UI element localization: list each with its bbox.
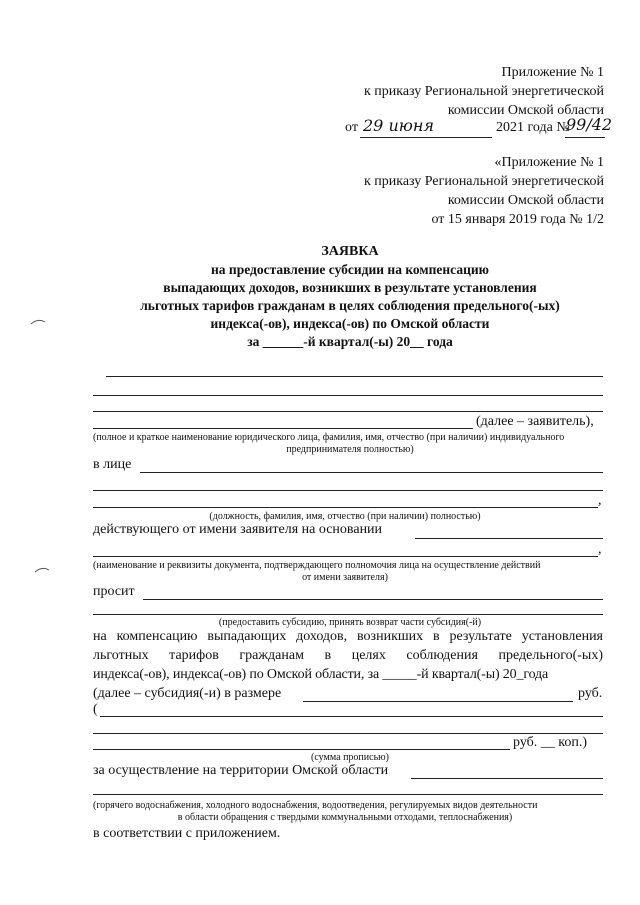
in-person-line-2[interactable] <box>93 490 603 491</box>
acting-basis-line-2[interactable] <box>93 556 598 557</box>
position-hint: (должность, фамилия, имя, отчество (при наличии) полностью) <box>209 511 481 522</box>
body-line-3: индекса(-ов), индекса(-ов) по Омской области, за _____-й квартал(-ы) 20_года <box>93 667 549 682</box>
open-paren: ( <box>93 702 98 717</box>
acting-basis-line[interactable] <box>415 538 603 539</box>
annex-line-3: комиссии Омской области <box>447 103 604 118</box>
annex-date-prefix: от <box>345 120 358 135</box>
annex-line-1: Приложение № 1 <box>501 65 604 80</box>
prev-annex-line-2: к приказу Региональной энергетической <box>363 174 604 189</box>
rub-kop-label: руб. __ коп.) <box>513 735 587 750</box>
body-line-2: льготных тарифов гражданам в целях соблюдения предельного(-ых) <box>93 648 603 663</box>
subsidy-amount-line[interactable] <box>303 701 573 702</box>
territory-line-1[interactable] <box>411 778 603 779</box>
amount-words-line-2[interactable] <box>93 733 603 734</box>
rub-label: руб. <box>578 686 603 701</box>
body-line-1: на компенсацию выпадающих доходов, возникших в результате установления <box>93 629 603 644</box>
body-line-4-label: (далее – субсидия(-и) в размере <box>93 686 282 701</box>
document-hint-2: от имени заявителя) <box>302 572 388 583</box>
subsidy-hint: (предоставить субсидию, принять возврат части субсидия(-й) <box>218 617 482 628</box>
amount-words-line-3[interactable] <box>93 749 510 750</box>
annex-line-2: к приказу Региональной энергетической <box>363 84 604 99</box>
title-line-5: за ______-й квартал(-ы) 20__ года <box>247 334 453 349</box>
in-person-line-3[interactable] <box>93 507 598 508</box>
annex-year-text: 2021 года № <box>496 120 570 135</box>
acting-label: действующего от имени заявителя на основании <box>93 522 383 537</box>
asks-line-1[interactable] <box>143 599 603 600</box>
scan-mark-bottom <box>34 566 50 574</box>
scan-mark-top <box>30 318 46 326</box>
territory-label: за осуществление на территории Омской области <box>93 763 389 778</box>
title-line-2: выпадающих доходов, возникших в результате установления <box>163 280 537 295</box>
applicant-line-2[interactable] <box>93 395 603 396</box>
document-heading: ЗАЯВКА <box>321 244 379 259</box>
title-line-1: на предоставление субсидии на компенсацию <box>211 262 489 277</box>
applicant-line-1[interactable] <box>106 376 603 377</box>
title-line-3: льготных тарифов гражданам в целях соблюдения предельного(-ых) <box>140 298 560 313</box>
closing-text: в соответствии с приложением. <box>93 826 281 841</box>
prev-annex-line-1: «Приложение № 1 <box>494 155 604 170</box>
applicant-suffix: (далее – заявитель), <box>476 414 594 429</box>
comma-2: , <box>598 542 602 557</box>
applicant-line-4[interactable] <box>93 428 473 429</box>
number-underline <box>565 137 605 138</box>
applicant-hint-2: предпринимателя полностью) <box>286 444 414 455</box>
applicant-hint-1: (полное и краткое наименование юридического лица, фамилия, имя, отчество (при наличии) индивидуального <box>93 432 565 443</box>
asks-line-2[interactable] <box>93 614 603 615</box>
activity-hint-1: (горячего водоснабжения, холодного водоснабжения, водоотведения, регулируемых видов деятельности <box>93 800 538 811</box>
annex-date-handwritten: 29 июня <box>363 116 434 135</box>
amount-words-line-1[interactable] <box>100 716 603 717</box>
territory-line-2[interactable] <box>93 794 603 795</box>
prev-annex-line-4: от 15 января 2019 года № 1/2 <box>431 212 604 227</box>
annex-number-handwritten: 99/42 <box>566 115 613 134</box>
amount-hint: (сумма прописью) <box>311 752 389 763</box>
prev-annex-line-3: комиссии Омской области <box>447 193 604 208</box>
comma-1: , <box>598 493 602 508</box>
applicant-line-3[interactable] <box>93 411 603 412</box>
asks-label: просит <box>93 584 135 599</box>
date-underline <box>360 137 492 138</box>
activity-hint-2: в области обращения с твердыми коммунальными отходами, теплоснабжения) <box>177 812 513 823</box>
document-hint-1: (наименование и реквизиты документа, подтверждающего полномочия лица на осуществление действий <box>93 560 541 571</box>
title-line-4: индекса(-ов), индекса(-ов) по Омской области <box>210 316 490 331</box>
in-person-line-1[interactable] <box>140 472 603 473</box>
in-person-label: в лице <box>93 457 132 472</box>
